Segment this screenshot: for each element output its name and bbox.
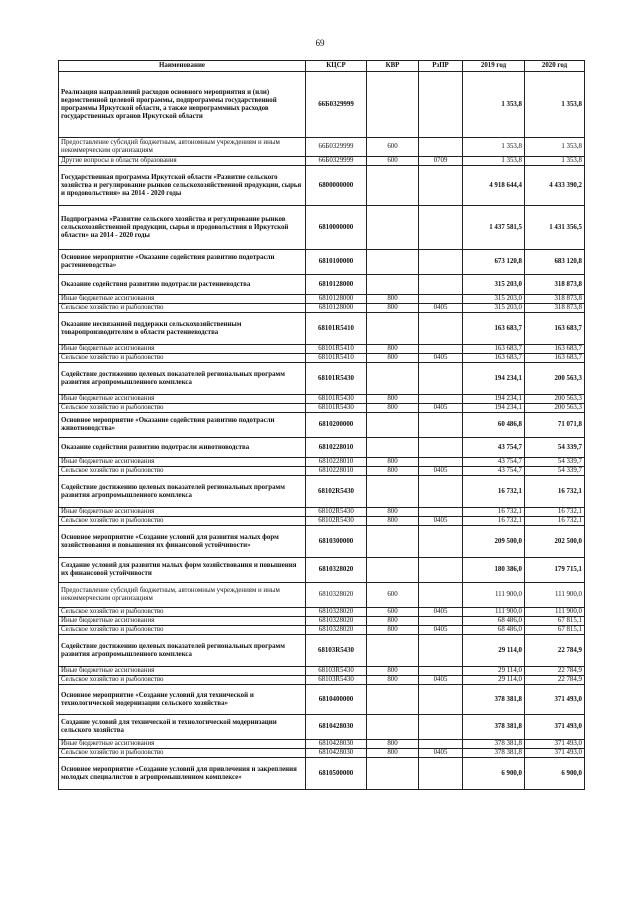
- cell-rzpr: 0405: [419, 304, 463, 313]
- cell-2020: 371 493,0: [525, 740, 585, 749]
- cell-rzpr: [419, 345, 463, 354]
- cell-kvr: 800: [367, 467, 419, 476]
- cell-2020: 6 900,0: [525, 758, 585, 790]
- cell-rzpr: [419, 438, 463, 458]
- cell-2020: 371 493,0: [525, 749, 585, 758]
- cell-rzpr: [419, 635, 463, 667]
- cell-name: Создание условий для технической и технологической модернизации сельского хозяйства: [59, 715, 306, 740]
- cell-name: Иные бюджетные ассигнования: [59, 740, 306, 749]
- table-row: [59, 363, 585, 395]
- cell-2020: 200 563,3: [525, 363, 585, 395]
- cell-2019: 378 381,8: [463, 749, 525, 758]
- cell-kcsr: 68101R5430: [306, 404, 367, 413]
- cell-2019: 163 683,7: [463, 313, 525, 345]
- cell-kvr: [367, 558, 419, 583]
- column-header-rzpr: РзПР: [419, 61, 463, 72]
- cell-rzpr: [419, 275, 463, 295]
- cell-rzpr: 0405: [419, 676, 463, 685]
- table-row: [59, 617, 585, 626]
- cell-name: Основное мероприятие «Оказание содействия развитию подотрасли животноводства»: [59, 413, 306, 438]
- cell-kvr: 800: [367, 508, 419, 517]
- table-row: [59, 157, 585, 166]
- cell-name: Сельское хозяйство и рыболовство: [59, 354, 306, 363]
- cell-2020: 1 353,8: [525, 157, 585, 166]
- cell-rzpr: [419, 715, 463, 740]
- cell-2019: 194 234,1: [463, 363, 525, 395]
- cell-2020: 1 353,8: [525, 72, 585, 138]
- cell-kvr: 800: [367, 404, 419, 413]
- cell-rzpr: [419, 508, 463, 517]
- cell-2019: 29 114,0: [463, 635, 525, 667]
- cell-kcsr: 68101R5430: [306, 363, 367, 395]
- cell-rzpr: 0405: [419, 749, 463, 758]
- cell-kcsr: 66Б0329999: [306, 157, 367, 166]
- cell-kcsr: 6810428030: [306, 740, 367, 749]
- cell-kcsr: 66Б0329999: [306, 72, 367, 138]
- table-row: [59, 438, 585, 458]
- cell-rzpr: [419, 667, 463, 676]
- cell-name: Иные бюджетные ассигнования: [59, 345, 306, 354]
- cell-kvr: 800: [367, 667, 419, 676]
- column-header-kvr: КВР: [367, 61, 419, 72]
- cell-2020: 202 500,0: [525, 526, 585, 558]
- cell-2019: 68 486,0: [463, 626, 525, 635]
- cell-rzpr: [419, 166, 463, 206]
- table-row: [59, 758, 585, 790]
- table-row: [59, 345, 585, 354]
- cell-kvr: [367, 715, 419, 740]
- cell-2019: 16 732,1: [463, 476, 525, 508]
- cell-2019: 180 386,0: [463, 558, 525, 583]
- cell-kvr: [367, 476, 419, 508]
- cell-rzpr: [419, 313, 463, 345]
- cell-kvr: 800: [367, 345, 419, 354]
- cell-2020: 22 784,9: [525, 676, 585, 685]
- cell-2019: 68 486,0: [463, 617, 525, 626]
- cell-rzpr: [419, 250, 463, 275]
- cell-rzpr: 0405: [419, 404, 463, 413]
- cell-2019: 673 120,8: [463, 250, 525, 275]
- cell-name: Сельское хозяйство и рыболовство: [59, 749, 306, 758]
- cell-2020: 16 732,1: [525, 508, 585, 517]
- cell-rzpr: [419, 395, 463, 404]
- cell-2020: 318 873,8: [525, 295, 585, 304]
- cell-name: Предоставление субсидий бюджетным, автономным учреждениям и иным некоммерческим организациям: [59, 138, 306, 157]
- cell-2020: 67 815,1: [525, 617, 585, 626]
- cell-2020: 16 732,1: [525, 476, 585, 508]
- cell-kcsr: 6810228010: [306, 467, 367, 476]
- cell-kcsr: 6810228010: [306, 438, 367, 458]
- cell-kcsr: 68101R5430: [306, 395, 367, 404]
- table-row: [59, 635, 585, 667]
- cell-2019: 111 900,0: [463, 608, 525, 617]
- cell-2020: 67 815,1: [525, 626, 585, 635]
- table-row: [59, 275, 585, 295]
- cell-kcsr: 6810328020: [306, 626, 367, 635]
- cell-kvr: [367, 438, 419, 458]
- cell-kcsr: 6810500000: [306, 758, 367, 790]
- table-row: [59, 138, 585, 157]
- table-row: [59, 476, 585, 508]
- cell-2020: 1 353,8: [525, 138, 585, 157]
- cell-kcsr: 68103R5430: [306, 676, 367, 685]
- cell-kvr: 800: [367, 517, 419, 526]
- cell-kvr: 600: [367, 583, 419, 608]
- cell-rzpr: [419, 413, 463, 438]
- cell-kvr: [367, 275, 419, 295]
- table-row: [59, 166, 585, 206]
- cell-kcsr: 6810400000: [306, 685, 367, 715]
- cell-rzpr: 0405: [419, 608, 463, 617]
- cell-2019: 1 437 581,5: [463, 206, 525, 250]
- column-header-name: Наименование: [59, 61, 306, 72]
- cell-kvr: [367, 413, 419, 438]
- cell-rzpr: [419, 476, 463, 508]
- cell-2020: 200 563,3: [525, 395, 585, 404]
- cell-kcsr: 68101R5410: [306, 313, 367, 345]
- cell-2020: 318 873,8: [525, 275, 585, 295]
- cell-kvr: 800: [367, 676, 419, 685]
- cell-name: Иные бюджетные ассигнования: [59, 458, 306, 467]
- cell-kcsr: 6810000000: [306, 206, 367, 250]
- cell-kvr: [367, 72, 419, 138]
- page-number: 69: [315, 38, 325, 48]
- cell-kcsr: 6810328020: [306, 583, 367, 608]
- cell-name: Основное мероприятие «Оказание содействия развитию подотрасли растениеводства»: [59, 250, 306, 275]
- table-row: [59, 295, 585, 304]
- table-row: [59, 558, 585, 583]
- table-row: [59, 526, 585, 558]
- cell-2019: 1 353,8: [463, 72, 525, 138]
- cell-kvr: 600: [367, 608, 419, 617]
- cell-2019: 315 203,0: [463, 275, 525, 295]
- cell-name: Сельское хозяйство и рыболовство: [59, 517, 306, 526]
- cell-2019: 1 353,8: [463, 138, 525, 157]
- cell-rzpr: 0709: [419, 157, 463, 166]
- cell-2019: 163 683,7: [463, 354, 525, 363]
- cell-kvr: 800: [367, 395, 419, 404]
- cell-kvr: [367, 526, 419, 558]
- cell-name: Сельское хозяйство и рыболовство: [59, 608, 306, 617]
- table-row: [59, 458, 585, 467]
- cell-kvr: [367, 166, 419, 206]
- cell-2019: 1 353,8: [463, 157, 525, 166]
- cell-name: Основное мероприятие «Создание условий для развития малых форм хозяйствования и повышения их финансовой устойчивости»: [59, 526, 306, 558]
- cell-kcsr: 68103R5430: [306, 667, 367, 676]
- cell-rzpr: [419, 583, 463, 608]
- budget-table: [58, 60, 585, 790]
- table-row: [59, 250, 585, 275]
- cell-2019: 60 486,8: [463, 413, 525, 438]
- cell-2020: 4 433 390,2: [525, 166, 585, 206]
- table-row: [59, 740, 585, 749]
- table-row: [59, 313, 585, 345]
- cell-2020: 163 683,7: [525, 313, 585, 345]
- cell-rzpr: 0405: [419, 517, 463, 526]
- cell-kvr: [367, 363, 419, 395]
- cell-2019: 194 234,1: [463, 395, 525, 404]
- table-header-row: [59, 61, 585, 72]
- cell-kcsr: 6810428030: [306, 715, 367, 740]
- cell-2019: 43 754,7: [463, 467, 525, 476]
- cell-rzpr: 0405: [419, 354, 463, 363]
- cell-rzpr: 0405: [419, 467, 463, 476]
- cell-name: Создание условий для развития малых форм хозяйствования и повышения их финансовой устойчивости: [59, 558, 306, 583]
- cell-kcsr: 6810100000: [306, 250, 367, 275]
- table-row: [59, 608, 585, 617]
- cell-kcsr: 6810328020: [306, 558, 367, 583]
- cell-2020: 22 784,9: [525, 667, 585, 676]
- cell-2019: 111 900,0: [463, 583, 525, 608]
- table-row: [59, 749, 585, 758]
- cell-rzpr: [419, 526, 463, 558]
- table-row: [59, 304, 585, 313]
- cell-2019: 4 918 644,4: [463, 166, 525, 206]
- cell-kcsr: 6810328020: [306, 608, 367, 617]
- cell-kcsr: 68101R5410: [306, 354, 367, 363]
- cell-name: Сельское хозяйство и рыболовство: [59, 304, 306, 313]
- cell-name: Государственная программа Иркутской области «Развитие сельского хозяйства и регулирование рынков сельскохозяйственной продукции, сырья и продовольствия» на 2014 - 2020 годы: [59, 166, 306, 206]
- column-header-kcsr: КЦСР: [306, 61, 367, 72]
- table-row: [59, 583, 585, 608]
- cell-kcsr: 6810300000: [306, 526, 367, 558]
- cell-name: Реализация направлений расходов основного мероприятия и (или) ведомственной целевой программы, подпрограммы государственной программы Иркутской области, а также непрограммных расходов государственных органов Иркутской области: [59, 72, 306, 138]
- cell-name: Иные бюджетные ассигнования: [59, 508, 306, 517]
- cell-kcsr: 66Б0329999: [306, 138, 367, 157]
- cell-2020: 371 493,0: [525, 685, 585, 715]
- cell-kvr: [367, 758, 419, 790]
- cell-name: Иные бюджетные ассигнования: [59, 667, 306, 676]
- cell-2020: 54 339,7: [525, 467, 585, 476]
- table-row: [59, 206, 585, 250]
- cell-2019: 378 381,8: [463, 715, 525, 740]
- cell-name: Оказание содействия развитию подотрасли растениеводства: [59, 275, 306, 295]
- cell-kvr: 800: [367, 749, 419, 758]
- cell-kcsr: 68101R5410: [306, 345, 367, 354]
- cell-rzpr: [419, 363, 463, 395]
- column-header-2019: 2019 год: [463, 61, 525, 72]
- table-row: [59, 676, 585, 685]
- table-row: [59, 467, 585, 476]
- cell-2019: 43 754,7: [463, 438, 525, 458]
- cell-rzpr: [419, 758, 463, 790]
- cell-2019: 194 234,1: [463, 404, 525, 413]
- cell-kvr: 800: [367, 626, 419, 635]
- cell-2019: 163 683,7: [463, 345, 525, 354]
- cell-kvr: 800: [367, 617, 419, 626]
- cell-kvr: [367, 635, 419, 667]
- cell-kvr: [367, 206, 419, 250]
- cell-rzpr: [419, 72, 463, 138]
- cell-2019: 16 732,1: [463, 508, 525, 517]
- cell-name: Иные бюджетные ассигнования: [59, 395, 306, 404]
- cell-2020: 163 683,7: [525, 345, 585, 354]
- cell-kvr: [367, 250, 419, 275]
- cell-kcsr: 6810228010: [306, 458, 367, 467]
- cell-name: Иные бюджетные ассигнования: [59, 295, 306, 304]
- cell-kcsr: 6810128000: [306, 304, 367, 313]
- cell-2020: 71 071,8: [525, 413, 585, 438]
- cell-name: Содействие достижению целевых показателей региональных программ развития агропромышленного комплекса: [59, 476, 306, 508]
- cell-name: Сельское хозяйство и рыболовство: [59, 676, 306, 685]
- cell-name: Содействие достижению целевых показателей региональных программ развития агропромышленного комплекса: [59, 635, 306, 667]
- cell-kcsr: 6810428030: [306, 749, 367, 758]
- cell-kcsr: 68102R5430: [306, 476, 367, 508]
- cell-rzpr: 0405: [419, 626, 463, 635]
- cell-2019: 315 203,0: [463, 304, 525, 313]
- cell-kcsr: 68102R5430: [306, 508, 367, 517]
- cell-kvr: [367, 685, 419, 715]
- cell-rzpr: [419, 206, 463, 250]
- table-row: [59, 508, 585, 517]
- table-row: [59, 685, 585, 715]
- cell-2019: 29 114,0: [463, 676, 525, 685]
- cell-kcsr: 6810328020: [306, 617, 367, 626]
- cell-name: Сельское хозяйство и рыболовство: [59, 404, 306, 413]
- table-row: [59, 395, 585, 404]
- cell-rzpr: [419, 558, 463, 583]
- cell-name: Иные бюджетные ассигнования: [59, 617, 306, 626]
- cell-rzpr: [419, 295, 463, 304]
- cell-name: Предоставление субсидий бюджетным, автономным учреждениям и иным некоммерческим организациям: [59, 583, 306, 608]
- cell-2020: 318 873,8: [525, 304, 585, 313]
- cell-2019: 209 500,0: [463, 526, 525, 558]
- cell-name: Другие вопросы в области образования: [59, 157, 306, 166]
- column-header-2020: 2020 год: [525, 61, 585, 72]
- table-row: [59, 404, 585, 413]
- cell-name: Сельское хозяйство и рыболовство: [59, 626, 306, 635]
- cell-name: Оказание содействия развитию подотрасли животноводства: [59, 438, 306, 458]
- cell-kcsr: 6810200000: [306, 413, 367, 438]
- cell-kvr: 800: [367, 354, 419, 363]
- cell-kcsr: 6810128000: [306, 275, 367, 295]
- cell-kcsr: 6810128000: [306, 295, 367, 304]
- cell-name: Подпрограмма «Развитие сельского хозяйства и регулирование рынков сельскохозяйственной продукции, сырья и продовольствия в Иркутской области» на 2014 - 2020 годы: [59, 206, 306, 250]
- table-row: [59, 354, 585, 363]
- cell-name: Основное мероприятие «Создание условий для привлечения и закрепления молодых специалистов в агропромышленном комплексе»: [59, 758, 306, 790]
- cell-kvr: 800: [367, 458, 419, 467]
- cell-rzpr: [419, 617, 463, 626]
- cell-kcsr: 68103R5430: [306, 635, 367, 667]
- cell-name: Основное мероприятие «Создание условий для технической и технологической модернизации сельского хозяйства»: [59, 685, 306, 715]
- table-row: [59, 517, 585, 526]
- cell-name: Оказание несвязанной поддержки сельскохозяйственным товаропроизводителям в области растениеводства: [59, 313, 306, 345]
- table-row: [59, 626, 585, 635]
- cell-rzpr: [419, 685, 463, 715]
- cell-2020: 22 784,9: [525, 635, 585, 667]
- cell-2020: 163 683,7: [525, 354, 585, 363]
- cell-2020: 371 493,0: [525, 715, 585, 740]
- cell-2019: 378 381,8: [463, 685, 525, 715]
- cell-2020: 111 900,0: [525, 608, 585, 617]
- cell-2020: 683 120,8: [525, 250, 585, 275]
- cell-kcsr: 6800000000: [306, 166, 367, 206]
- table-row: [59, 413, 585, 438]
- cell-2020: 16 732,1: [525, 517, 585, 526]
- cell-2019: 315 203,0: [463, 295, 525, 304]
- cell-name: Сельское хозяйство и рыболовство: [59, 467, 306, 476]
- cell-kvr: 800: [367, 740, 419, 749]
- table-row: [59, 715, 585, 740]
- cell-kvr: 800: [367, 295, 419, 304]
- cell-rzpr: [419, 740, 463, 749]
- cell-name: Содействие достижению целевых показателей региональных программ развития агропромышленного комплекса: [59, 363, 306, 395]
- cell-2020: 1 431 356,5: [525, 206, 585, 250]
- table-row: [59, 667, 585, 676]
- cell-2020: 200 563,3: [525, 404, 585, 413]
- cell-2019: 16 732,1: [463, 517, 525, 526]
- table-row: [59, 72, 585, 138]
- cell-rzpr: [419, 458, 463, 467]
- cell-2019: 29 114,0: [463, 667, 525, 676]
- cell-2020: 179 715,1: [525, 558, 585, 583]
- cell-kcsr: 68102R5430: [306, 517, 367, 526]
- cell-2020: 111 900,0: [525, 583, 585, 608]
- cell-2020: 54 339,7: [525, 458, 585, 467]
- cell-2019: 6 900,0: [463, 758, 525, 790]
- cell-kvr: 600: [367, 157, 419, 166]
- cell-2020: 54 339,7: [525, 438, 585, 458]
- cell-rzpr: [419, 138, 463, 157]
- cell-kvr: [367, 313, 419, 345]
- cell-kvr: 600: [367, 138, 419, 157]
- cell-kvr: 800: [367, 304, 419, 313]
- cell-2019: 378 381,8: [463, 740, 525, 749]
- cell-2019: 43 754,7: [463, 458, 525, 467]
